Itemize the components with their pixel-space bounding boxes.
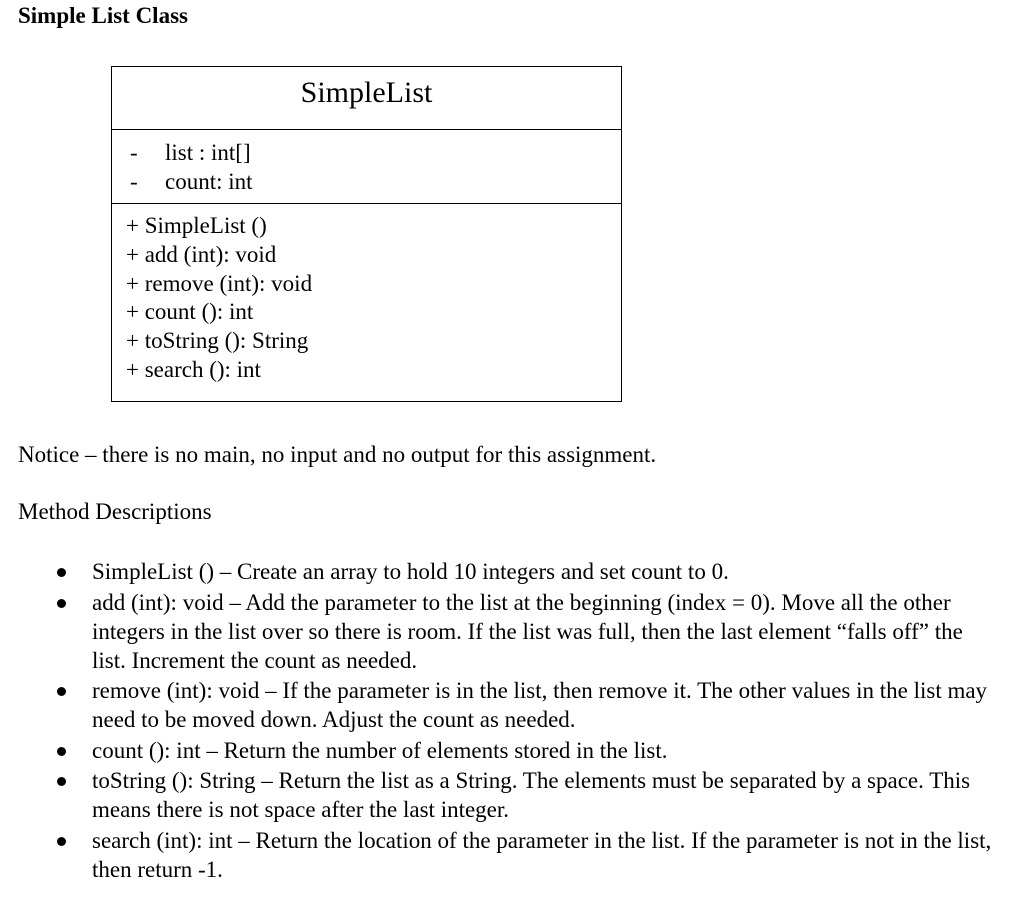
attribute-text: count: int <box>165 169 253 194</box>
uml-class-diagram <box>111 66 622 402</box>
list-item <box>0 557 1000 586</box>
list-item <box>0 676 1000 734</box>
list-item <box>0 766 1000 824</box>
notice-text: Notice – there is no main, no input and no output for this assignment. <box>18 442 657 467</box>
method-descriptions-list <box>0 557 1000 885</box>
uml-attributes-section <box>112 130 621 204</box>
bullet-icon <box>57 599 66 608</box>
description-text: remove (int): void – If the parameter is in the list, then remove it. The other values in the list may need to be moved down. Adjust the count as needed. <box>92 678 988 732</box>
description-text: count (): int – Return the number of elements stored in the list. <box>92 737 668 763</box>
list-item <box>0 588 1000 675</box>
description-text: search (int): int – Return the location of the parameter in the list. If the parameter is not in the list, then return -1. <box>92 827 992 882</box>
description-text: SimpleList () – Create an array to hold 10 integers and set count to 0. <box>92 559 729 584</box>
page-title: Simple List Class <box>18 3 188 28</box>
bullet-icon <box>57 687 66 696</box>
uml-class-name: SimpleList <box>112 67 621 130</box>
uml-method: + toString (): String <box>126 328 309 354</box>
description-text: add (int): void – Add the parameter to the list at the beginning (index = 0). Move all the other integers in the list over so there is room. If the list was full, then the last element “falls off” the list. Increment the count as needed. <box>92 589 963 673</box>
bullet-icon <box>57 777 66 786</box>
bullet-icon <box>57 837 66 846</box>
attribute-text: list : int[] <box>165 140 251 165</box>
list-item <box>0 826 1000 884</box>
uml-methods-section <box>112 204 621 385</box>
bullet-icon <box>57 747 66 756</box>
attribute-visibility: - <box>130 140 138 165</box>
uml-method: + SimpleList () <box>126 213 267 238</box>
description-text: toString (): String – Return the list as a String. The elements must be separated by a space. This means there is not space after the last integer. <box>92 768 971 822</box>
attribute-visibility: - <box>130 169 138 194</box>
bullet-icon <box>57 568 66 577</box>
uml-method: + remove (int): void <box>126 270 313 296</box>
uml-method: + add (int): void <box>126 241 277 267</box>
list-item <box>0 736 1000 765</box>
uml-attribute <box>112 167 621 196</box>
uml-method: + search (): int <box>126 356 261 382</box>
method-descriptions-title: Method Descriptions <box>18 499 212 524</box>
uml-attribute <box>112 138 621 167</box>
uml-method: + count (): int <box>126 299 254 325</box>
